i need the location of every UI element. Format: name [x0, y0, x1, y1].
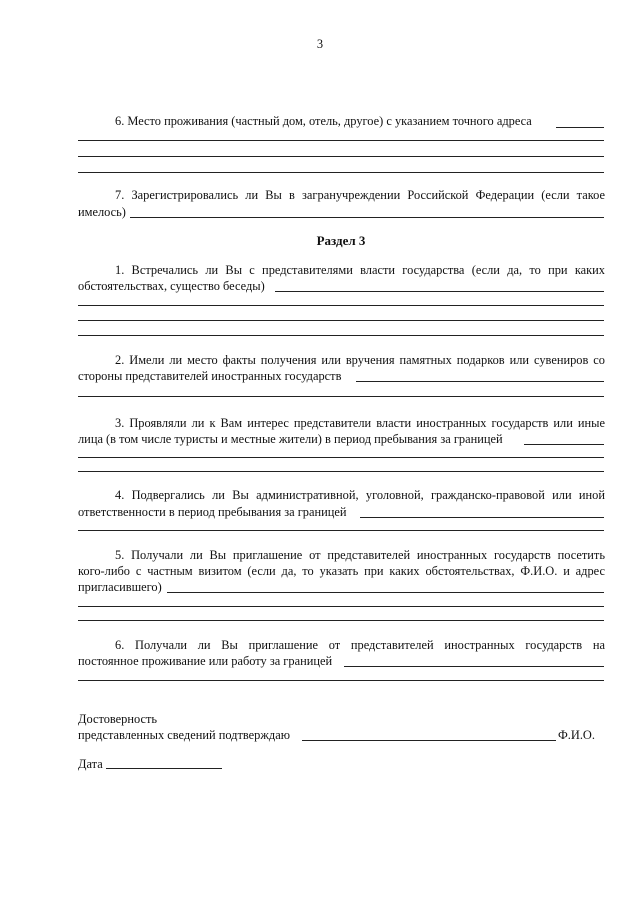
answer-line[interactable]	[78, 680, 604, 681]
date-line[interactable]	[106, 768, 222, 769]
date-label: Дата	[78, 757, 103, 771]
s3-question-5-line1: 5. Получали ли Вы приглашение от представителей иностранных государств посетить	[115, 548, 605, 562]
signature-line[interactable]	[302, 740, 556, 741]
answer-line[interactable]	[275, 291, 604, 292]
fio-label: Ф.И.О.	[558, 728, 595, 742]
answer-line[interactable]	[356, 381, 604, 382]
answer-line[interactable]	[78, 172, 604, 173]
s3-question-1-line2: обстоятельствах, существо беседы)	[78, 279, 265, 293]
page-number: 3	[316, 37, 324, 51]
answer-line[interactable]	[344, 666, 604, 667]
answer-line[interactable]	[78, 140, 604, 141]
answer-line[interactable]	[78, 471, 604, 472]
s3-question-2-line1: 2. Имели ли место факты получения или вручения памятных подарков или сувениров со	[115, 353, 605, 367]
s3-question-5-line2: кого-либо с частным визитом (если да, то указать при каких обстоятельствах, Ф.И.О. и адрес	[78, 564, 605, 578]
answer-line[interactable]	[78, 620, 604, 621]
s3-question-3-line2: лица (в том числе туристы и местные жители) в период пребывания за границей	[78, 432, 503, 446]
answer-line[interactable]	[78, 530, 604, 531]
answer-line[interactable]	[78, 335, 604, 336]
answer-line[interactable]	[78, 396, 604, 397]
answer-line[interactable]	[78, 320, 604, 321]
s3-question-2-line2: стороны представителей иностранных государств	[78, 369, 342, 383]
answer-line[interactable]	[360, 517, 604, 518]
s3-question-3-line1: 3. Проявляли ли к Вам интерес представители власти иностранных государств или иные	[115, 416, 605, 430]
s3-question-4-line1: 4. Подвергались ли Вы административной, уголовной, гражданско-правовой или иной	[115, 488, 605, 502]
section-title: Раздел 3	[316, 233, 366, 248]
answer-line[interactable]	[524, 444, 604, 445]
answer-line[interactable]	[130, 217, 604, 218]
s3-question-6-line2: постоянное проживание или работу за границей	[78, 654, 333, 668]
s3-question-4-line2: ответственности в период пребывания за границей	[78, 505, 347, 519]
question-7-line1: 7. Зарегистрировались ли Вы в загранучреждении Российской Федерации (если такое	[115, 188, 605, 202]
answer-line[interactable]	[556, 127, 604, 128]
answer-line[interactable]	[78, 156, 604, 157]
question-6-residence: 6. Место проживания (частный дом, отель, другое) с указанием точного адреса	[115, 114, 532, 128]
question-7-line2: имелось)	[78, 205, 126, 219]
confirmation-line1: Достоверность	[78, 712, 158, 726]
s3-question-5-line3: пригласившего)	[78, 580, 162, 594]
answer-line[interactable]	[78, 305, 604, 306]
s3-question-6-line1: 6. Получали ли Вы приглашение от представителей иностранных государств на	[115, 638, 605, 652]
answer-line[interactable]	[78, 457, 604, 458]
answer-line[interactable]	[78, 606, 604, 607]
confirmation-line2: представленных сведений подтверждаю	[78, 728, 290, 742]
s3-question-1-line1: 1. Встречались ли Вы с представителями власти государства (если да, то при каких	[115, 263, 605, 277]
answer-line[interactable]	[167, 592, 604, 593]
